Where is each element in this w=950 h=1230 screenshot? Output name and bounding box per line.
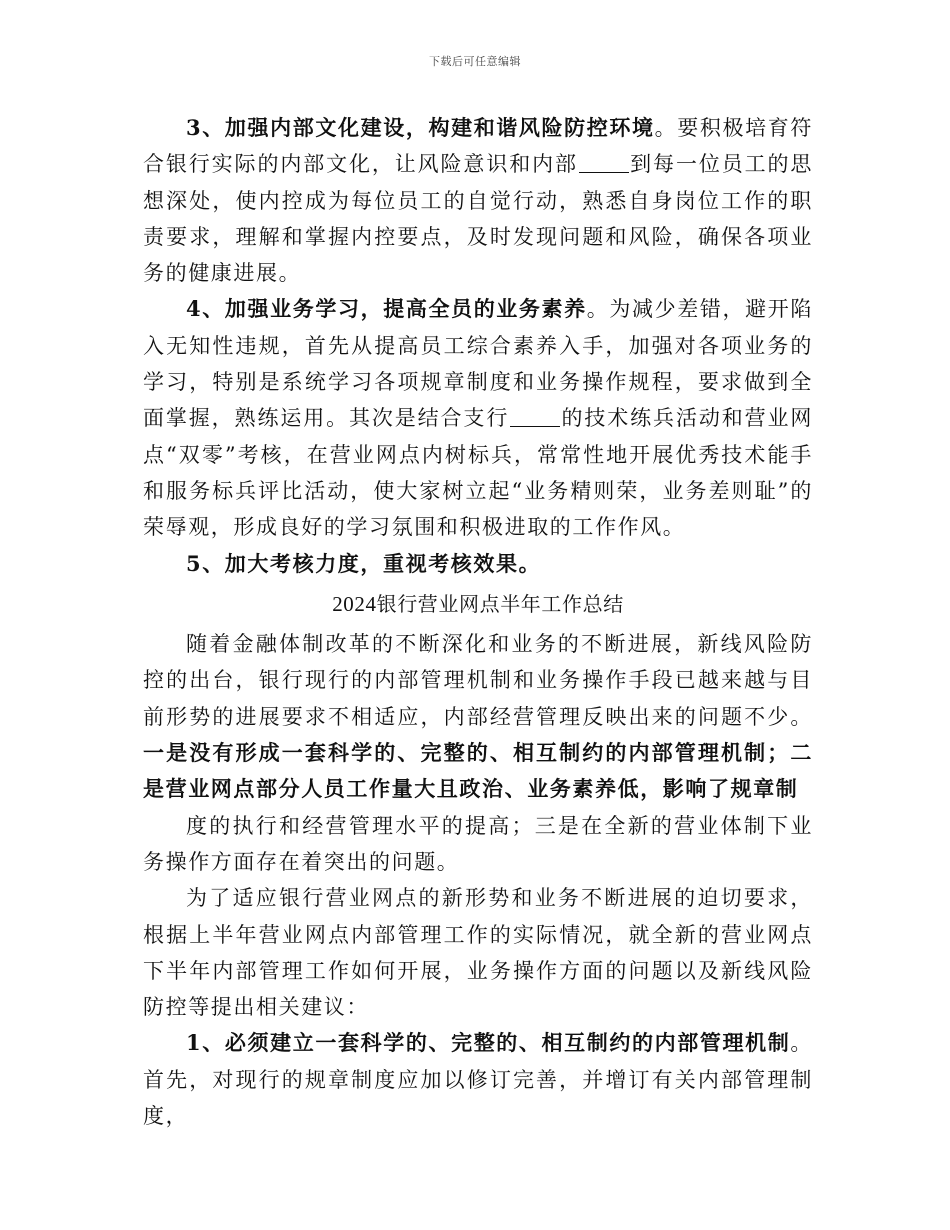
document-body <box>143 110 813 1134</box>
paragraph-continuation: 度的执行和经营管理水平的提高；三是在全新的营业体制下业务操作方面存在着突出的问题。 <box>143 813 813 874</box>
title-text: 银行营业网点半年工作总结 <box>376 591 624 616</box>
intro-text: 随着金融体制改革的不断深化和业务的不断进展，新线风险防控的出台，银行现行的内部管理机制和业务操作手段已越来越与目前形势的进展要求不相适应，内部经营管理反映出来的问题不少。 <box>143 632 813 729</box>
section-4-heading: 4、加强业务学习，提高全员的业务素养 <box>186 296 587 322</box>
fill-in-blank <box>579 152 629 173</box>
section-5-heading: 5、加大考核力度，重视考核效果。 <box>186 550 542 576</box>
item-1-heading: 1、必须建立一套科学的、完整的、相互制约的内部管理机制 <box>186 1030 791 1056</box>
paragraph-intro <box>143 626 813 807</box>
intro-bold-text: 一是没有形成一套科学的、完整的、相互制约的内部管理机制；二是营业网点部分人员工作量大且政治、业务素养低，影响了规章制 <box>143 740 813 802</box>
paragraph-proposal: 为了适应银行营业网点的新形势和业务不断进展的迫切要求，根据上半年营业网点内部管理工作的实际情况，就全新的营业网点下半年内部管理工作如何开展，业务操作方面的问题以及新线风险防控等提出相关建议： <box>143 886 813 1020</box>
paragraph-item-1 <box>143 1025 813 1134</box>
section-4-text-a: 。为减少差错，避开陷入无知性违规，首先从提高员工综合素养入手，加强对各项业务的学习，特别是系统学习各项规章制度和业务操作规程，要求做到全面掌握，熟练运用。其次是结合支行 <box>143 297 813 431</box>
title-year: 2024 <box>332 591 377 616</box>
fill-in-blank <box>510 406 560 427</box>
section-4-text-b: 的技术练兵活动和营业网点“双零”考核，在营业网点内树标兵，常常性地开展优秀技术能手和服务标兵评比活动，使大家树立起“业务精则荣，业务差则耻”的荣辱观，形成良好的学习氛围和积极进取的工作作风。 <box>143 406 813 540</box>
item-1-text: 。首先，对现行的规章制度应加以修订完善，并增订有关内部管理制度， <box>143 1031 813 1129</box>
section-3-text-a: 。要积极培育符合银行实际的内部文化，让风险意识和内部 <box>143 116 813 177</box>
section-3-text-b: 到每一位员工的思想深处，使内控成为每位员工的自觉行动，熟悉自身岗位工作的职责要求，理解和掌握内控要点，及时发现问题和风险，确保各项业务的健康进展。 <box>143 152 813 286</box>
paragraph-section-5 <box>143 546 813 582</box>
page-header-note: 下载后可任意编辑 <box>429 55 521 68</box>
document-title <box>143 586 813 622</box>
section-3-heading: 3、加强内部文化建设，构建和谐风险防控环境 <box>186 115 655 140</box>
paragraph-section-4 <box>143 291 813 545</box>
paragraph-section-3 <box>143 110 813 291</box>
